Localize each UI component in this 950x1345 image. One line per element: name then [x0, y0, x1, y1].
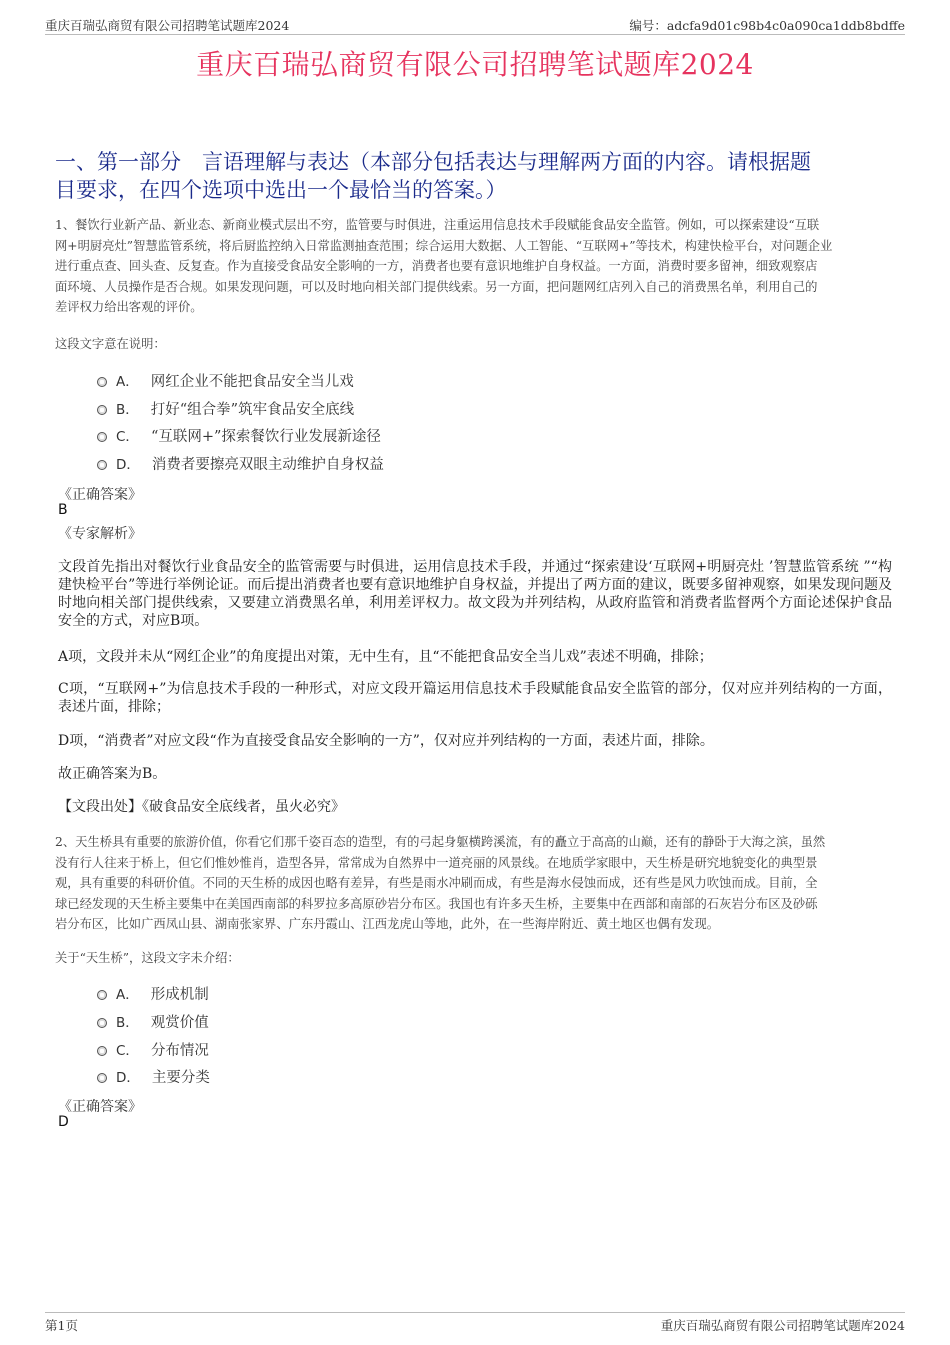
radio-button-icon[interactable]: [97, 990, 107, 1000]
option-letter: A．: [116, 374, 139, 390]
question-1-stem: [55, 215, 898, 318]
option-letter: B．: [116, 402, 139, 418]
header-serial: 编号：adcfa9d01c98b4c0a090ca1ddb8bdffe: [629, 18, 905, 33]
option-text: 网红企业不能把食品安全当儿戏: [150, 373, 354, 390]
option-letter: C．: [116, 429, 139, 445]
section-heading-line-1: 一、第一部分 言语理解与表达（本部分包括表达与理解两方面的内容。请根据题: [55, 150, 811, 174]
page-header: [45, 14, 905, 35]
radio-button-icon[interactable]: [97, 405, 107, 415]
option-text: 观赏价值: [150, 1014, 209, 1031]
question-1-answer-label: 《正确答案》: [58, 487, 142, 503]
question-1-option-c[interactable]: [97, 425, 381, 445]
section-heading: [55, 148, 895, 204]
question-2-line: 观，具有重要的科研价值。不同的天生桥的成因也略有差异，有些是雨水冲刷而成，有些是海水侵蚀而成，还有些是风力吹蚀而成。目前，全: [55, 876, 818, 890]
question-2-line: 2、天生桥具有重要的旅游价值，你看它们那千姿百态的造型，有的弓起身躯横跨溪流，有的矗立于高高的山巅，还有的静卧于大海之滨，虽然: [55, 835, 826, 849]
radio-button-icon[interactable]: [97, 432, 107, 442]
question-1-line: 1、餐饮行业新产品、新业态、新商业模式层出不穷，监管要与时俱进，注重运用信息技术手段赋能食品安全监管。例如，可以探索建设“互联: [55, 218, 820, 232]
question-1-analysis-label: 《专家解析》: [58, 526, 142, 542]
analysis-paragraph: 故正确答案为B。: [58, 766, 167, 782]
question-1-prompt: 这段文字意在说明：: [55, 337, 166, 351]
option-letter: C．: [116, 1043, 139, 1059]
option-text: 打好“组合拳”筑牢食品安全底线: [150, 401, 355, 418]
footer-doc-title: 重庆百瑞弘商贸有限公司招聘笔试题库2024: [660, 1318, 905, 1333]
question-2-line: 球已经发现的天生桥主要集中在美国西南部的科罗拉多高原砂岩分布区。我国也有许多天生桥，主要集中在西部和南部的石灰岩分布区及砂砾: [55, 896, 818, 911]
question-2-stem: [55, 832, 898, 935]
radio-button-icon[interactable]: [97, 1046, 107, 1056]
section-heading-line-2: 目要求，在四个选项中选出一个最恰当的答案。）: [55, 178, 507, 202]
option-text: 分布情况: [150, 1042, 209, 1059]
option-letter: D．: [116, 1070, 140, 1086]
option-text: 主要分类: [151, 1069, 210, 1086]
question-1-answer: B: [58, 502, 68, 518]
radio-button-icon[interactable]: [97, 377, 107, 387]
radio-button-icon[interactable]: [97, 1073, 107, 1083]
question-1-option-d[interactable]: [97, 453, 384, 473]
analysis-paragraph: C项，“互联网+”为信息技术手段的一种形式，对应文段开篇运用信息技术手段赋能食品安全监管的部分，仅对应并列结构的一方面，表述片面，排除；: [58, 681, 892, 715]
question-2-line: 岩分布区，比如广西凤山县、湖南张家界、广东丹霞山、江西龙虎山等地，此外，在一些海岸附近、黄土地区也偶有发现。: [55, 917, 720, 931]
question-2-option-a[interactable]: [97, 983, 209, 1003]
page-footer: [45, 1312, 905, 1333]
question-1-line: 进行重点查、回头查、反复查。作为直接受食品安全影响的一方，消费者也要有意识地维护自身权益。一方面，消费时要多留神，细致观察店: [55, 259, 818, 273]
header-doc-title: 重庆百瑞弘商贸有限公司招聘笔试题库2024: [45, 18, 290, 33]
option-letter: A．: [116, 987, 139, 1003]
analysis-paragraph: D项，“消费者”对应文段“作为直接受食品安全影响的一方”，仅对应并列结构的一方面，表述片面，排除。: [58, 733, 714, 749]
question-2-line: 没有行人往来于桥上，但它们惟妙惟肖，造型各异，常常成为自然界中一道亮丽的风景线。在地质学家眼中，天生桥是研究地貌变化的典型景: [55, 855, 818, 870]
radio-button-icon[interactable]: [97, 1018, 107, 1028]
question-2-answer-label: 《正确答案》: [58, 1099, 142, 1115]
option-text: “互联网+”探索餐饮行业发展新途径: [150, 428, 381, 445]
question-2-option-d[interactable]: [97, 1066, 210, 1086]
analysis-source: 【文段出处】《破食品安全底线者，虽火必究》: [58, 799, 345, 815]
footer-page-number: 第1页: [45, 1318, 78, 1333]
option-letter: B．: [116, 1015, 139, 1031]
question-2-prompt: 关于“天生桥”，这段文字未介绍：: [55, 951, 240, 965]
question-2-answer: D: [58, 1114, 69, 1130]
question-1-option-a[interactable]: [97, 370, 354, 390]
question-1-line: 差评权力给出客观的评价。: [55, 300, 203, 314]
page-title: 重庆百瑞弘商贸有限公司招聘笔试题库2024: [196, 48, 754, 81]
option-text: 消费者要擦亮双眼主动维护自身权益: [151, 456, 384, 473]
question-2-option-b[interactable]: [97, 1011, 209, 1031]
question-1-line: 网+明厨亮灶”智慧监管系统，将后厨监控纳入日常监测抽查范围；综合运用大数据、人工智能、“互联网+”等技术，构建快检平台，对问题企业: [55, 238, 833, 253]
option-text: 形成机制: [150, 986, 209, 1003]
question-2-option-c[interactable]: [97, 1039, 209, 1059]
analysis-paragraph: A项，文段并未从“网红企业”的角度提出对策，无中生有，且“不能把食品安全当儿戏”表述不明确，排除；: [58, 649, 713, 665]
radio-button-icon[interactable]: [97, 460, 107, 470]
option-letter: D．: [116, 457, 140, 473]
analysis-paragraph: 文段首先指出对餐饮行业食品安全的监管需要与时俱进，运用信息技术手段，并通过“探索建设‘互联网+明厨亮灶 ’智慧监管系统 ”“构建快检平台”等进行举例论证。而后提出消费者也要有意识地维护自身权益，并提出了两方面的建议，既要多留神观察，如果发现问题及时地向相关部门提供线索，又要建立消费黑名单，利用差评权力。故文段为并列结构，从政府监管和消费者监督两个方面论述保护食品安全的方式，对应B项。: [58, 559, 892, 629]
question-1-option-b[interactable]: [97, 398, 354, 418]
question-1-line: 面环境、人员操作是否合规。如果发现问题，可以及时地向相关部门提供线索。另一方面，把问题网红店列入自己的消费黑名单，利用自己的: [55, 279, 818, 294]
